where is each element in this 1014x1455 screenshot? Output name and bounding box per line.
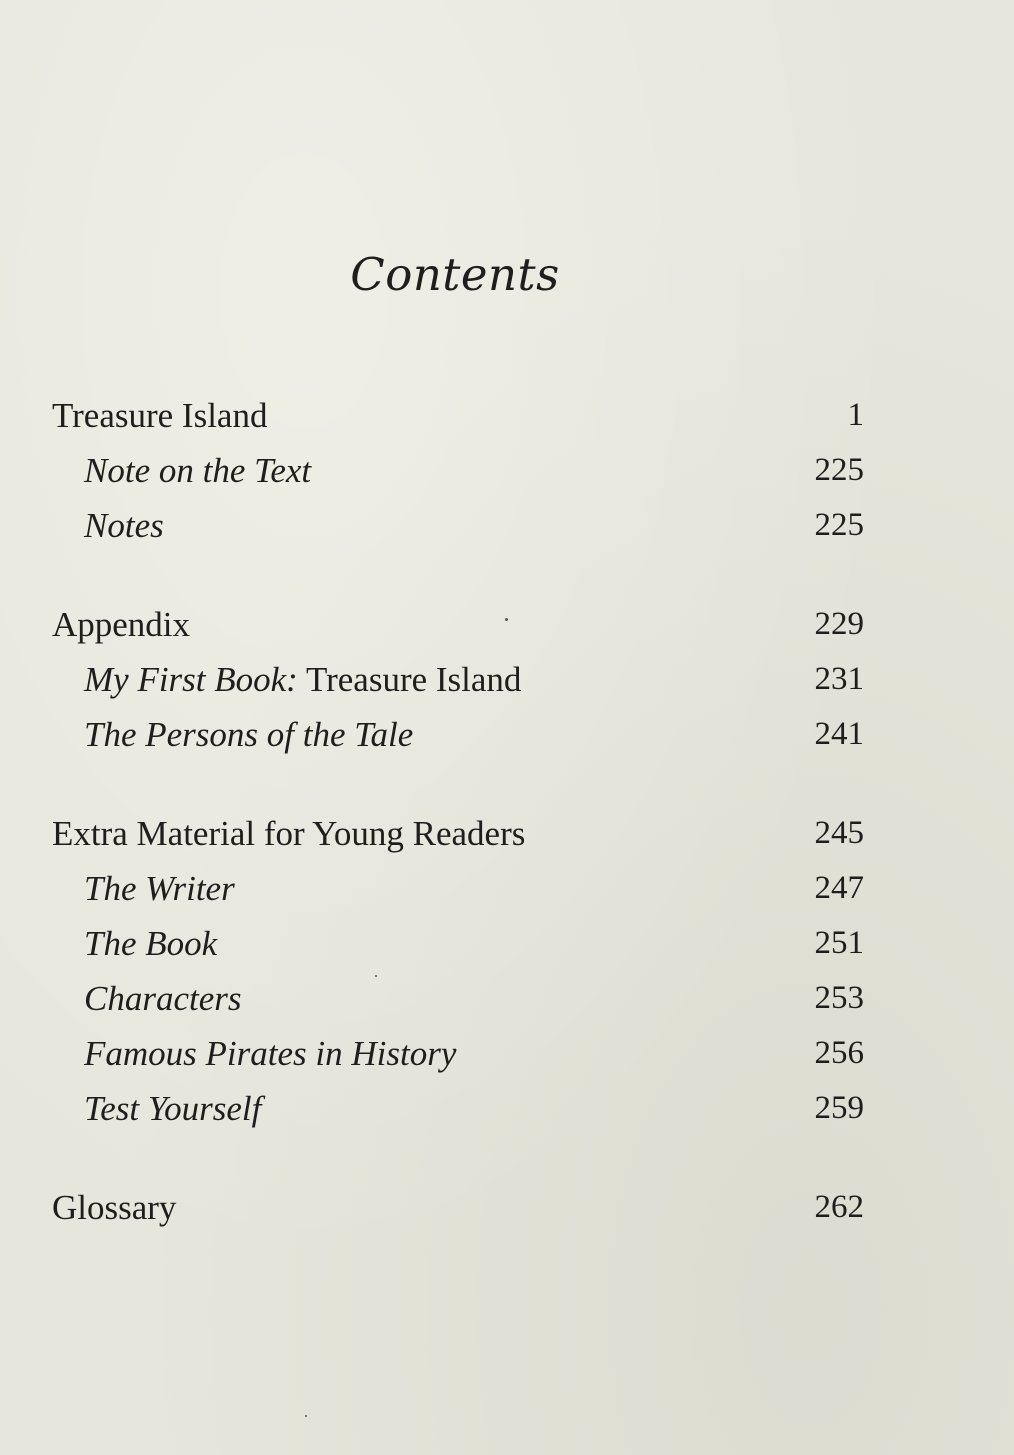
toc-subentry [0, 916, 1014, 971]
toc-subentry-title: The Book [84, 924, 218, 963]
paper-speck [505, 618, 508, 621]
toc-entry-title: Glossary [52, 1188, 177, 1227]
toc-entry-title: Extra Material for Young Readers [52, 814, 526, 853]
toc-subentry [0, 861, 1014, 916]
page-title: Contents [350, 248, 560, 301]
toc-subentry [0, 707, 1014, 762]
toc-entry-title: Treasure Island [52, 396, 268, 435]
toc-subentry-page: 241 [814, 716, 864, 752]
toc-subentry-title: Famous Pirates in History [84, 1034, 457, 1073]
toc-entry [0, 1180, 1014, 1235]
toc-subentry [0, 1026, 1014, 1081]
toc-subentry [0, 971, 1014, 1026]
toc-subentry [0, 498, 1014, 553]
toc-subentry-page: 225 [814, 452, 864, 488]
toc-subentry-page: 231 [814, 661, 864, 697]
toc-entry [0, 806, 1014, 861]
toc-subentry [0, 443, 1014, 498]
toc-entry-page: 245 [814, 815, 864, 851]
toc-subentry-title [84, 652, 521, 707]
paper-speck [305, 1415, 307, 1417]
toc-subentry-title: Test Yourself [84, 1089, 262, 1128]
toc-entry-page: 1 [847, 397, 864, 433]
toc-subentry-title: The Persons of the Tale [84, 715, 414, 754]
toc-subentry-title: Notes [84, 506, 164, 545]
toc-section-treasure-island [0, 388, 1014, 553]
toc-subentry-page: 253 [814, 980, 864, 1016]
toc-entry [0, 597, 1014, 652]
toc-subentry-page: 225 [814, 507, 864, 543]
toc-subentry-title-roman: Treasure Island [297, 660, 522, 699]
toc-subentry [0, 652, 1014, 707]
toc-subentry [0, 1081, 1014, 1136]
toc-entry [0, 388, 1014, 443]
toc-subentry-title-italic: My First Book: [84, 660, 298, 699]
paper-speck [375, 975, 377, 977]
table-of-contents [0, 388, 1014, 1279]
toc-section-appendix [0, 597, 1014, 762]
toc-entry-page: 229 [814, 606, 864, 642]
toc-subentry-page: 256 [814, 1035, 864, 1071]
toc-subentry-title: Note on the Text [84, 451, 312, 490]
toc-subentry-title: The Writer [84, 869, 235, 908]
toc-subentry-page: 247 [814, 870, 864, 906]
toc-subentry-page: 251 [814, 925, 864, 961]
toc-section-glossary [0, 1180, 1014, 1235]
toc-entry-title: Appendix [52, 605, 191, 644]
toc-entry-page: 262 [814, 1189, 864, 1225]
toc-subentry-title: Characters [84, 979, 242, 1018]
toc-subentry-page: 259 [814, 1090, 864, 1126]
toc-section-extra-material [0, 806, 1014, 1136]
